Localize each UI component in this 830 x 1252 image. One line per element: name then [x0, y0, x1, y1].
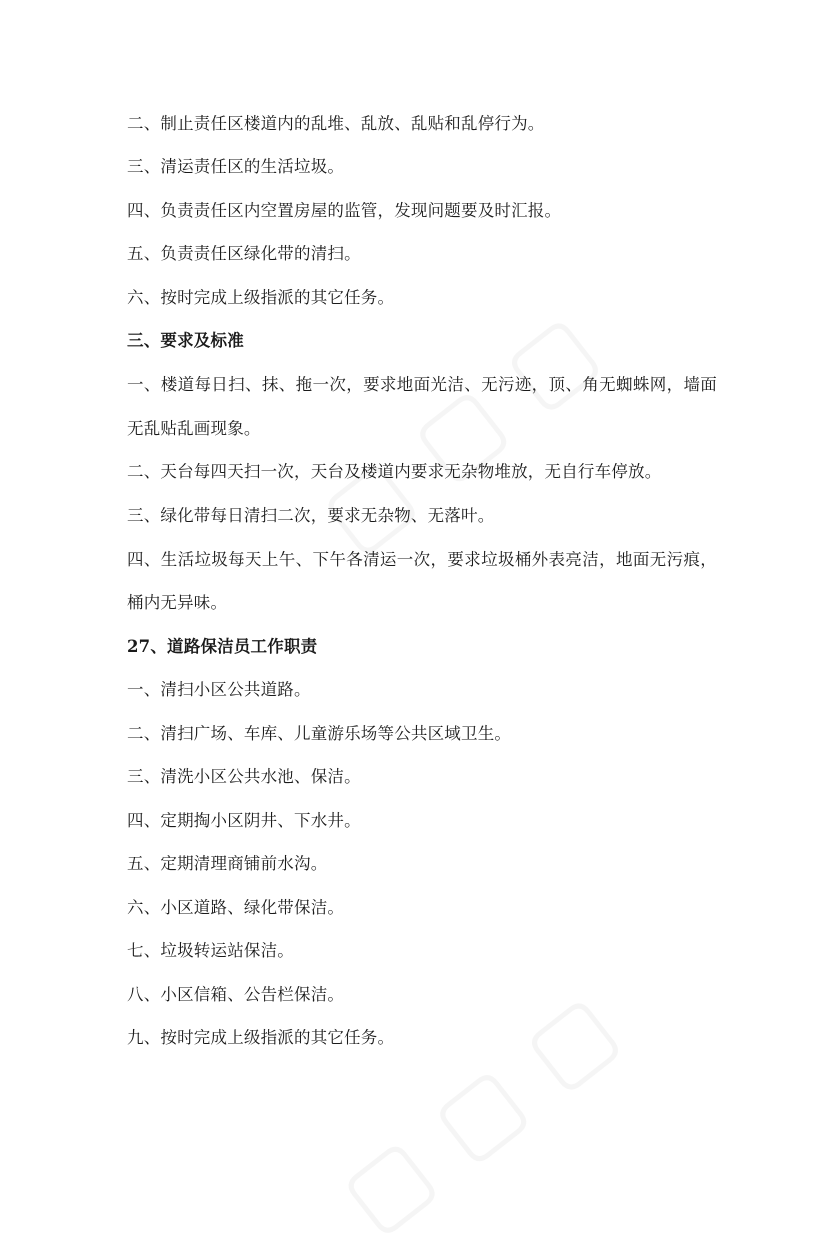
road-duty-item-5: 五、定期清理商铺前水沟。: [127, 854, 328, 873]
road-duty-item-1: 一、清扫小区公共道路。: [127, 680, 311, 699]
requirement-item-4: 四、生活垃圾每天上午、下午各清运一次，要求垃圾桶外表亮洁，地面无污痕，: [127, 550, 717, 569]
road-duty-item-7: 七、垃圾转运站保洁。: [127, 941, 294, 960]
duty-item-6: 六、按时完成上级指派的其它任务。: [127, 288, 395, 307]
road-duty-item-8: 八、小区信箱、公告栏保洁。: [127, 985, 345, 1004]
duty-item-3: 三、清运责任区的生活垃圾。: [127, 157, 345, 176]
requirement-item-1: 一、楼道每日扫、抹、拖一次，要求地面光洁、无污迹，顶、角无蜘蛛网，墙面: [127, 375, 717, 394]
road-duty-item-2: 二、清扫广场、车库、儿童游乐场等公共区域卫生。: [127, 724, 512, 743]
duty-item-5: 五、负责责任区绿化带的清扫。: [127, 244, 361, 263]
duty-item-2: 二、制止责任区楼道内的乱堆、乱放、乱贴和乱停行为。: [127, 114, 545, 133]
road-duty-item-6: 六、小区道路、绿化带保洁。: [127, 898, 345, 917]
road-duty-item-3: 三、清洗小区公共水池、保洁。: [127, 767, 361, 786]
requirement-item-1-continued: 无乱贴乱画现象。: [127, 419, 261, 438]
duty-item-4: 四、负责责任区内空置房屋的监管，发现问题要及时汇报。: [127, 201, 562, 220]
requirement-item-3: 三、绿化带每日清扫二次，要求无杂物、无落叶。: [127, 506, 495, 525]
road-duty-item-4: 四、定期掏小区阴井、下水井。: [127, 811, 361, 830]
requirement-item-4-continued: 桶内无异味。: [127, 593, 228, 612]
section-heading-requirements: 三、要求及标准: [127, 331, 244, 350]
watermark: [321, 973, 636, 1251]
road-duty-item-9: 九、按时完成上级指派的其它任务。: [127, 1028, 395, 1047]
section-heading-road-cleaner: 27、道路保洁员工作职责: [127, 637, 318, 656]
requirement-item-2: 二、天台每四天扫一次，天台及楼道内要求无杂物堆放，无自行车停放。: [127, 462, 662, 481]
